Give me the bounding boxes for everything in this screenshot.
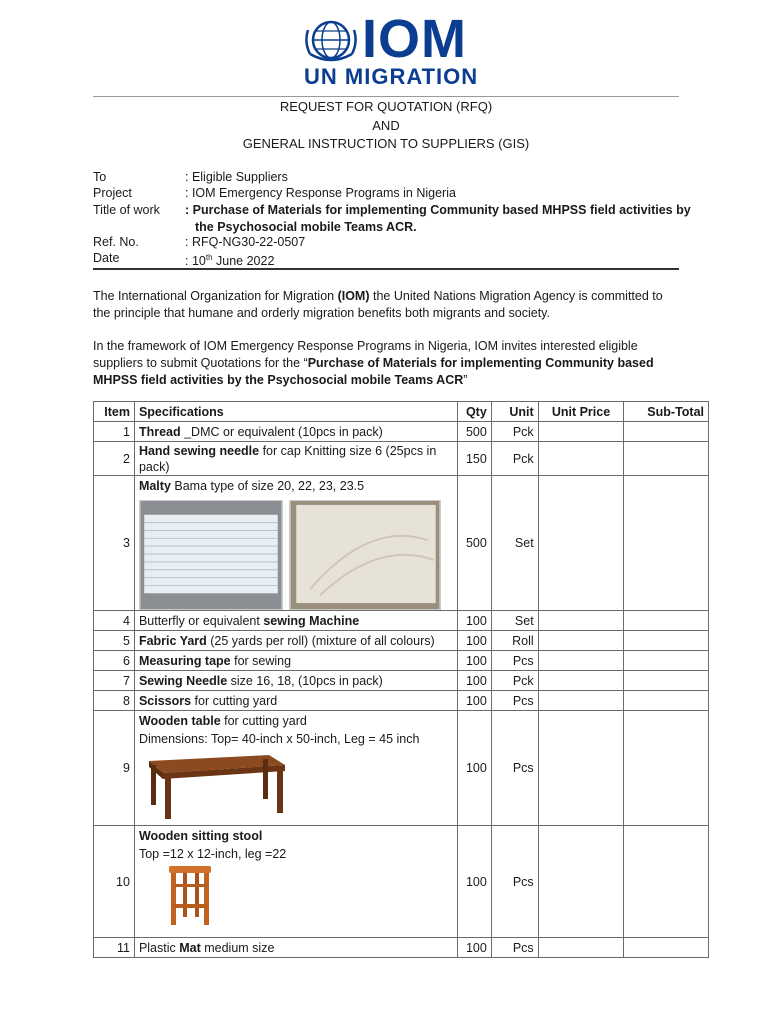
header-divider bbox=[93, 96, 679, 97]
row-unit-price[interactable] bbox=[538, 442, 624, 476]
row-item: 4 bbox=[94, 611, 135, 631]
globe-emblem-icon bbox=[304, 16, 362, 66]
table-row bbox=[94, 422, 709, 442]
row-unit-price[interactable] bbox=[538, 631, 624, 651]
row-unit-price[interactable] bbox=[538, 938, 624, 958]
row-qty: 500 bbox=[457, 476, 491, 611]
table-row bbox=[94, 611, 709, 631]
row-subtotal[interactable] bbox=[624, 631, 709, 651]
row-subtotal[interactable] bbox=[624, 711, 709, 826]
row-unit: Pcs bbox=[491, 711, 538, 826]
row-unit-price[interactable] bbox=[538, 691, 624, 711]
row-spec: Thread _DMC or equivalent (10pcs in pack) bbox=[134, 422, 457, 442]
row-unit: Roll bbox=[491, 631, 538, 651]
doc-title-line1: REQUEST FOR QUOTATION (RFQ) bbox=[279, 99, 493, 114]
malty-mat-photo-2 bbox=[289, 500, 441, 610]
meta-title-value-1: : Purchase of Materials for implementing Community based MHPSS field activities by bbox=[185, 203, 691, 217]
row-qty: 100 bbox=[457, 671, 491, 691]
row-spec: Malty Bama type of size 20, 22, 23, 23.5 bbox=[134, 476, 457, 611]
header-spec: Specifications bbox=[134, 402, 457, 422]
row-spec: Hand sewing needle for cap Knitting size 6 (25pcs in pack) bbox=[134, 442, 457, 476]
header-unit-price: Unit Price bbox=[538, 402, 624, 422]
row-unit: Pck bbox=[491, 442, 538, 476]
row-spec: Measuring tape for sewing bbox=[134, 651, 457, 671]
table-row bbox=[94, 442, 709, 476]
row-spec: Sewing Needle size 16, 18, (10pcs in pack) bbox=[134, 671, 457, 691]
row-spec: Fabric Yard (25 yards per roll) (mixture of all colours) bbox=[134, 631, 457, 651]
meta-ref-label: Ref. No. bbox=[93, 235, 139, 249]
iom-logo bbox=[300, 9, 500, 90]
header-subtotal: Sub-Total bbox=[624, 402, 709, 422]
table-row bbox=[94, 476, 709, 611]
intro-paragraph-1: The International Organization for Migration (IOM) the United Nations Migration Agency is committed to the principle that humane and orderly migration benefits both migrants and society. bbox=[93, 289, 663, 320]
row-spec: Wooden table for cutting yard Dimensions: Top= 40-inch x 50-inch, Leg = 45 inch bbox=[134, 711, 457, 826]
meta-title-value-2: the Psychosocial mobile Teams ACR. bbox=[195, 220, 417, 234]
table-row bbox=[94, 671, 709, 691]
table-row bbox=[94, 631, 709, 651]
row-unit-price[interactable] bbox=[538, 711, 624, 826]
row-item: 9 bbox=[94, 711, 135, 826]
row-qty: 100 bbox=[457, 611, 491, 631]
row-subtotal[interactable] bbox=[624, 442, 709, 476]
row-item: 8 bbox=[94, 691, 135, 711]
row-qty: 100 bbox=[457, 691, 491, 711]
meta-title-label: Title of work bbox=[93, 203, 160, 217]
header-item: Item bbox=[94, 402, 135, 422]
logo-wordmark: IOM bbox=[362, 9, 467, 69]
row-subtotal[interactable] bbox=[624, 422, 709, 442]
row-item: 7 bbox=[94, 671, 135, 691]
row-subtotal[interactable] bbox=[624, 651, 709, 671]
row-qty: 100 bbox=[457, 826, 491, 938]
row-subtotal[interactable] bbox=[624, 476, 709, 611]
table-header-row bbox=[94, 402, 709, 422]
malty-mat-photo-1 bbox=[139, 500, 283, 610]
row-item: 10 bbox=[94, 826, 135, 938]
row-unit-price[interactable] bbox=[538, 671, 624, 691]
row-unit: Pcs bbox=[491, 651, 538, 671]
row-item: 6 bbox=[94, 651, 135, 671]
wooden-table-photo bbox=[139, 749, 289, 821]
row-item: 5 bbox=[94, 631, 135, 651]
row-unit-price[interactable] bbox=[538, 422, 624, 442]
row-qty: 500 bbox=[457, 422, 491, 442]
row-item: 3 bbox=[94, 476, 135, 611]
meta-to-label: To bbox=[93, 170, 107, 184]
row-item: 2 bbox=[94, 442, 135, 476]
row-unit: Pcs bbox=[491, 826, 538, 938]
row-subtotal[interactable] bbox=[624, 938, 709, 958]
row-item: 1 bbox=[94, 422, 135, 442]
row-qty: 100 bbox=[457, 938, 491, 958]
row-spec: Wooden sitting stool Top =12 x 12-inch, leg =22 bbox=[134, 826, 457, 938]
row-qty: 100 bbox=[457, 631, 491, 651]
table-row bbox=[94, 691, 709, 711]
table-row bbox=[94, 826, 709, 938]
row-spec: Scissors for cutting yard bbox=[134, 691, 457, 711]
meta-to-value: : Eligible Suppliers bbox=[185, 170, 288, 184]
row-qty: 150 bbox=[457, 442, 491, 476]
meta-divider bbox=[93, 268, 679, 270]
meta-project-label: Project bbox=[93, 186, 132, 200]
logo-subtext: UN MIGRATION bbox=[304, 64, 479, 89]
row-unit: Pcs bbox=[491, 691, 538, 711]
doc-title-line3: GENERAL INSTRUCTION TO SUPPLIERS (GIS) bbox=[242, 136, 530, 151]
row-subtotal[interactable] bbox=[624, 691, 709, 711]
meta-date-value: : 10th June 2022 bbox=[185, 253, 275, 269]
row-unit: Set bbox=[491, 611, 538, 631]
row-spec: Plastic Mat medium size bbox=[134, 938, 457, 958]
meta-date-label: Date bbox=[93, 251, 120, 265]
items-table bbox=[93, 401, 709, 958]
row-unit: Set bbox=[491, 476, 538, 611]
row-item: 11 bbox=[94, 938, 135, 958]
row-subtotal[interactable] bbox=[624, 826, 709, 938]
header-qty: Qty bbox=[457, 402, 491, 422]
row-unit: Pcs bbox=[491, 938, 538, 958]
row-unit: Pck bbox=[491, 671, 538, 691]
row-subtotal[interactable] bbox=[624, 671, 709, 691]
intro-paragraph-2: In the framework of IOM Emergency Response Programs in Nigeria, IOM invites interested eligible suppliers to submit Quotations for the “Purchase of Materials for implementing Community based MHPSS field activities by the Psychosocial mobile Teams ACR” bbox=[93, 339, 654, 387]
row-subtotal[interactable] bbox=[624, 611, 709, 631]
meta-ref-value: : RFQ-NG30-22-0507 bbox=[185, 235, 306, 249]
table-row bbox=[94, 651, 709, 671]
row-qty: 100 bbox=[457, 711, 491, 826]
table-row bbox=[94, 711, 709, 826]
table-row bbox=[94, 938, 709, 958]
row-qty: 100 bbox=[457, 651, 491, 671]
row-spec: Butterfly or equivalent sewing Machine bbox=[134, 611, 457, 631]
row-unit: Pck bbox=[491, 422, 538, 442]
row-unit-price[interactable] bbox=[538, 476, 624, 611]
row-unit-price[interactable] bbox=[538, 611, 624, 631]
meta-project-value: : IOM Emergency Response Programs in Nigeria bbox=[185, 186, 456, 200]
row-unit-price[interactable] bbox=[538, 826, 624, 938]
doc-title-line2: AND bbox=[372, 118, 400, 133]
header-unit: Unit bbox=[491, 402, 538, 422]
wooden-stool-photo bbox=[155, 864, 225, 928]
row-unit-price[interactable] bbox=[538, 651, 624, 671]
